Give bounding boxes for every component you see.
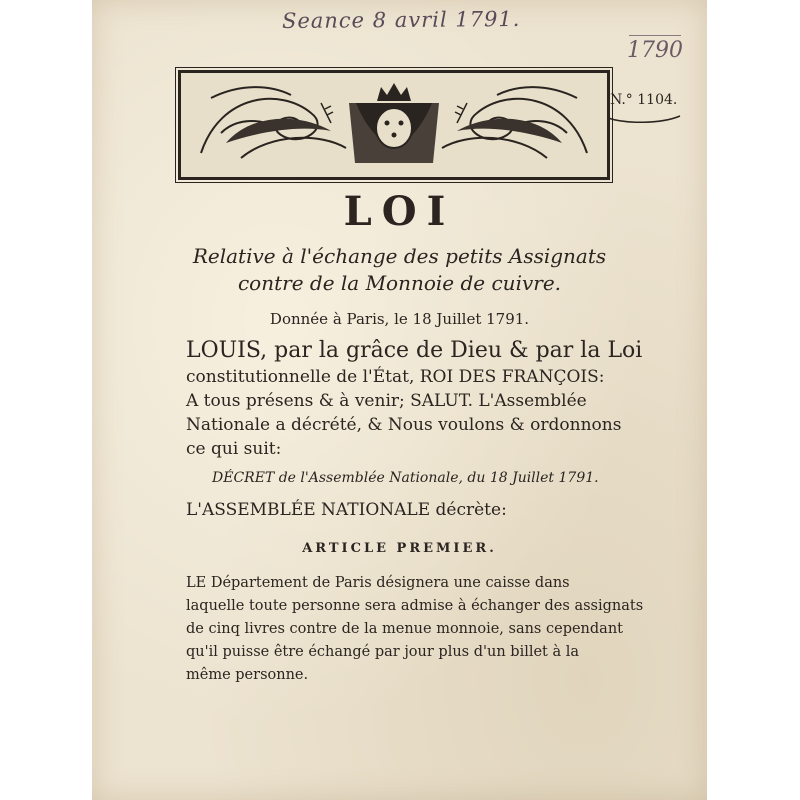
date-given: Donnée à Paris, le 18 Juillet 1791. [269, 310, 530, 328]
number-flourish-icon [606, 112, 682, 126]
assembly-decrees: L'ASSEMBLÉE NATIONALE décrète: [186, 500, 507, 520]
article-heading: ARTICLE PREMIER. [302, 541, 497, 556]
preamble-line-5: ce qui suit: [186, 439, 282, 459]
law-number: N.° 1104. [610, 92, 678, 108]
preamble-line-3: A tous présens & à venir; SALUT. L'Assemblée [186, 391, 587, 411]
document-page [92, 0, 707, 800]
article-line-3: de cinq livres contre de la menue monnoie, sans cependant [186, 621, 623, 637]
preamble-line-2: constitutionnelle de l'État, ROI DES FRANÇOIS: [186, 367, 605, 387]
handwritten-year-note: 1790 [627, 38, 683, 63]
preamble-line-4: Nationale a décrété, & Nous voulons & ordonnons [186, 415, 622, 435]
royal-arms-ornament-icon [181, 73, 607, 177]
article-line-2: laquelle toute personne sera admise à échanger des assignats [186, 598, 644, 614]
subtitle-line-2: contre de la Monnoie de cuivre. [237, 271, 562, 295]
handwritten-date-note: Seance 8 avril 1791. [281, 6, 521, 34]
preamble-line-1: LOUIS, par la grâce de Dieu & par la Loi [186, 338, 643, 363]
article-line-1: LE Département de Paris désignera une caisse dans [186, 575, 570, 591]
article-line-4: qu'il puisse être échangé par jour plus d'un billet à la [186, 644, 580, 660]
engraved-header-banner [178, 70, 610, 180]
subtitle-line-1: Relative à l'échange des petits Assignats [192, 244, 607, 268]
decree-heading: DÉCRET de l'Assemblée Nationale, du 18 Juillet 1791. [212, 470, 599, 486]
article-line-5: même personne. [186, 667, 309, 683]
document-title: LOI [343, 188, 456, 235]
